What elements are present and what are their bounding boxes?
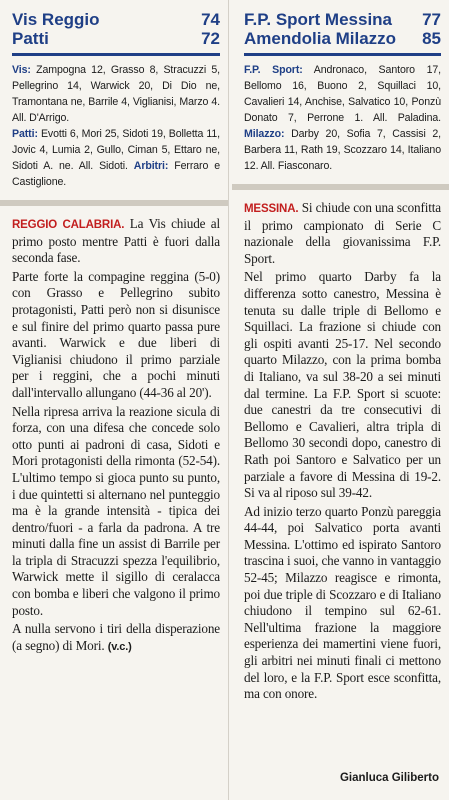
left-referees: Ferraro e Castiglione. (12, 160, 221, 188)
left-paragraph: Parte forte la compagine reggina (5-0) con Grasso e Pellegrino subito protagonisti, Patti però non si disunisce e sul finire del primo quarto passa pure avanti. Warwick e due liberi di Viglianisi chiudono il primo parziale per i reggini, che a pochi minuti dall'intervallo allungano (44-36 al 20'). (12, 268, 220, 400)
right-score-divider (244, 53, 441, 56)
left-signature: (v.c.) (107, 640, 132, 653)
right-article (232, 196, 449, 703)
left-score-divider (12, 53, 220, 56)
right-column (232, 0, 449, 800)
left-lineup-away-label: Patti: (12, 128, 38, 140)
left-lineup-away: Evotti 6, Mori 25, Sidoti 19, Bolletta 11, Jovic 4, Lumia 2, Gullo, Ciman 5, Ettaro ne, Sidoti A. ne. All. Sidoti. (12, 128, 221, 172)
left-paragraph (12, 621, 220, 655)
left-lineups (0, 60, 228, 190)
right-lineup-away: Darby 20, Sofia 7, Cassisi 2, Barbera 11, Rath 19, Scozzaro 14, Italiano 12. All. Fiasconaro. (244, 128, 442, 172)
left-dateline: REGGIO CALABRIA. (12, 219, 125, 231)
left-home-score: 74 (201, 10, 220, 29)
left-home-row (12, 10, 220, 29)
left-scoreboard (0, 0, 228, 48)
right-lineup-home-label: F.P. Sport: (244, 64, 303, 76)
left-paragraph: Nella ripresa arriva la reazione sicula di forza, con una difesa che concede solo otto punti ai padroni di casa, Sidoti e Mori protagonisti della rimonta (52-54). L'ultimo tempo si gioca punto su punto, i due quintetti si alternano nel punteggio ma è la grande intensità - tipica dei dentro/fuori - a farla da padrona. A tre minuti dalla fine un assist di Barrile per la tripla di Stracuzzi spezza l'equilibrio, Warwick mette il sigillo di ceralacca con bomba e liberi che valgono il primo posto. (12, 403, 220, 618)
right-lineup-away-label: Milazzo: (244, 128, 285, 140)
left-paragraph (12, 216, 220, 267)
right-home-score: 77 (422, 10, 441, 29)
left-lineup-home: Zampogna 12, Grasso 8, Stracuzzi 5, Pellegrino 14, Warwick 20, Di Dio ne, Tramontana ne, Barrile 4, Viglianisi, Marzo 4. All. D'Arrigo. (12, 64, 220, 124)
right-away-row (244, 29, 441, 48)
right-scoreboard (232, 0, 449, 48)
right-home-row (244, 10, 441, 29)
right-paragraph: Ad inizio terzo quarto Ponzù pareggia 44-44, poi Salvatico porta avanti Messina. L'ottimo ed ispirato Santoro trascina i suoi, che vanno in vantaggio 52-45; Milazzo reagisce e rimonta, poi due triple di Scozzaro e di Italiano chiudono il tempino sul 62-61. Nell'ultima frazione la maggiore esperienza dei mamertini viene fuori, gli arbitri nei minuti finali ci mettono del loro, e la F.P. Sport esce sconfitta, ma con onore. (244, 503, 441, 702)
left-section-divider (0, 200, 228, 206)
left-away-team: Patti (12, 29, 49, 48)
right-paragraph (244, 200, 441, 267)
byline: Gianluca Giliberto (339, 772, 439, 784)
left-away-score: 72 (201, 29, 220, 48)
left-paragraph-text: A nulla servono i tiri della disperazione (a segno) di Mori. (12, 621, 220, 653)
right-paragraph: Nel primo quarto Darby fa la differenza sotto canestro, Messina è tenuta su dalle triple di Bellomo e Squillaci. La frazione si chiude con gli ospiti avanti 25-17. Nel secondo quarto Milazzo, con la prima bomba di Italiano, va sul 38-20 a sei minuti dal termine. La F.P. Sport si scuote: due canestri da tre consecutivi di Bellomo e Cavalieri, altra tripla di Bellomo 30 secondi dopo, canestro di Rath poi Santoro e Salvatico per un parziale a favore di Messina di 19-2. Si va al riposo sul 39-42. (244, 269, 441, 501)
right-section-divider (232, 184, 449, 190)
left-article (0, 212, 228, 655)
left-paragraph-text: La Vis chiude al primo posto mentre Patti è fuori dalla seconda fase. (12, 216, 221, 266)
right-away-score: 85 (422, 29, 441, 48)
right-dateline: MESSINA. (244, 203, 299, 215)
right-away-team: Amendolia Milazzo (244, 29, 397, 48)
right-lineup-home: Andronaco, Santoro 17, Bellomo 16, Buono 2, Squillaci 10, Cavalieri 14, Anchise, Salvatico 10, Ponzù Donato 7, Perrone 1. All. Paladina. (244, 64, 442, 124)
left-referees-label: Arbitri: (133, 160, 169, 172)
left-away-row (12, 29, 220, 48)
left-lineup-home-label: Vis: (12, 64, 31, 76)
right-paragraph-text: Si chiude con una sconfitta il primo campionato di Serie C nazionale della giovanissima F.P. Sport. (244, 200, 441, 266)
left-home-team: Vis Reggio (12, 10, 100, 29)
right-lineups (232, 60, 449, 174)
right-home-team: F.P. Sport Messina (244, 10, 393, 29)
